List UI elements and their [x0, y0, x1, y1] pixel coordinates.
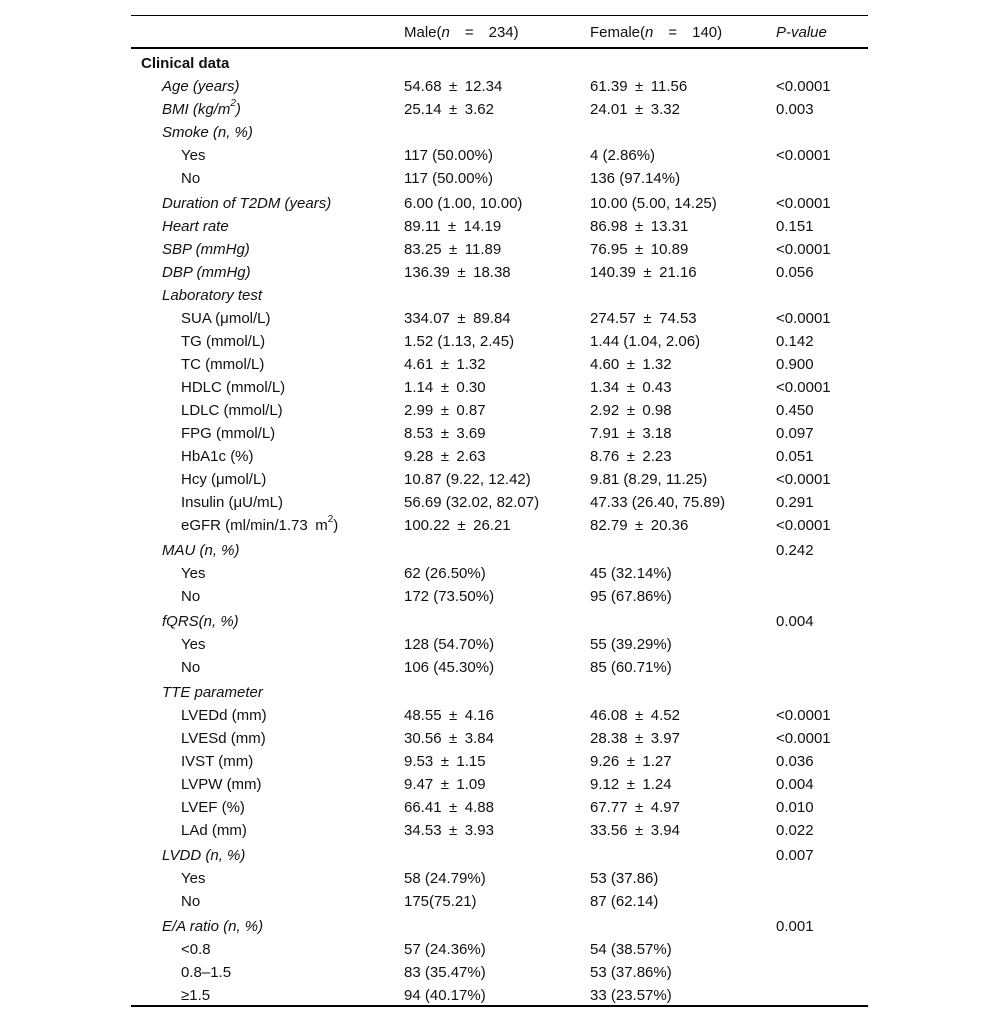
row-label: <0.8: [181, 941, 211, 958]
row-label: LVEF (%): [181, 799, 245, 816]
female-value: 136 (97.14%): [590, 170, 681, 187]
table-row: [131, 817, 868, 840]
female-value: 1.44 (1.04, 2.06): [590, 333, 701, 350]
table-row: [131, 328, 868, 351]
header-female: Female(n = 140): [590, 24, 723, 41]
p-value: 0.291: [776, 494, 814, 511]
row-label: LVEDd (mm): [181, 707, 267, 724]
male-value: 66.41 ± 4.88: [404, 799, 494, 816]
p-value: 0.036: [776, 753, 814, 770]
table-row: [131, 631, 868, 654]
female-value: 8.76 ± 2.23: [590, 448, 672, 465]
p-value: <0.0001: [776, 707, 831, 724]
table-row: [131, 583, 868, 606]
p-value: <0.0001: [776, 517, 831, 534]
table-row: [131, 865, 868, 888]
female-value: 55 (39.29%): [590, 636, 672, 653]
data-table: [131, 15, 868, 1007]
p-value: 0.051: [776, 448, 814, 465]
male-value: 48.55 ± 4.16: [404, 707, 494, 724]
table-row: [131, 188, 868, 213]
row-label: MAU (n, %): [162, 542, 240, 559]
table-row: [131, 73, 868, 96]
row-label: LDLC (mmol/L): [181, 402, 283, 419]
female-value: 2.92 ± 0.98: [590, 402, 672, 419]
male-value: 128 (54.70%): [404, 636, 495, 653]
row-label: TC (mmol/L): [181, 356, 265, 373]
p-value: 0.450: [776, 402, 814, 419]
group-row: [131, 840, 868, 865]
table-row: [131, 512, 868, 535]
table-row: [131, 771, 868, 794]
row-label: Insulin (μU/mL): [181, 494, 283, 511]
male-value: 58 (24.79%): [404, 870, 486, 887]
row-label: TTE parameter: [162, 684, 263, 701]
p-value: 0.004: [776, 613, 814, 630]
male-value: 4.61 ± 1.32: [404, 356, 486, 373]
female-value: 9.81 (8.29, 11.25): [590, 471, 708, 488]
row-label: Yes: [181, 636, 206, 653]
group-row: [131, 677, 868, 702]
group-row: [131, 119, 868, 142]
bottom-rule: [131, 1005, 868, 1007]
female-value: 24.01 ± 3.32: [590, 101, 680, 118]
male-value: 1.52 (1.13, 2.45): [404, 333, 515, 350]
table-row: [131, 748, 868, 771]
p-value: <0.0001: [776, 310, 831, 327]
table-row: [131, 560, 868, 583]
p-value: <0.0001: [776, 195, 831, 212]
row-label: DBP (mmHg): [162, 264, 251, 281]
row-label: Yes: [181, 870, 206, 887]
female-value: 274.57 ± 74.53: [590, 310, 697, 327]
male-value: 94 (40.17%): [404, 987, 486, 1004]
female-value: 4.60 ± 1.32: [590, 356, 672, 373]
row-label: E/A ratio (n, %): [162, 918, 264, 935]
row-label: SBP (mmHg): [162, 241, 250, 258]
row-label: HbA1c (%): [181, 448, 254, 465]
label-superscript: 2: [230, 98, 236, 109]
p-value: 0.056: [776, 264, 814, 281]
male-value: 136.39 ± 18.38: [404, 264, 511, 281]
row-label: ≥1.5: [181, 987, 211, 1004]
male-value: 34.53 ± 3.93: [404, 822, 494, 839]
female-value: 7.91 ± 3.18: [590, 425, 672, 442]
female-value: 46.08 ± 4.52: [590, 707, 680, 724]
p-value: 0.097: [776, 425, 814, 442]
table-row: [131, 351, 868, 374]
male-value: 100.22 ± 26.21: [404, 517, 511, 534]
row-label: Yes: [181, 147, 206, 164]
table-row: [131, 702, 868, 725]
label-suffix: ): [235, 101, 241, 118]
table-row: [131, 259, 868, 282]
row-label: SUA (μmol/L): [181, 310, 271, 327]
female-value: 85 (60.71%): [590, 659, 672, 676]
p-value: 0.022: [776, 822, 814, 839]
female-value: 1.34 ± 0.43: [590, 379, 672, 396]
row-label: eGFR (ml/min/1.73 m: [181, 517, 328, 534]
female-value: 10.00 (5.00, 14.25): [590, 195, 717, 212]
female-value: 53 (37.86%): [590, 964, 672, 981]
male-value: 175(75.21): [404, 893, 477, 910]
row-label: Yes: [181, 565, 206, 582]
female-value: 9.26 ± 1.27: [590, 753, 672, 770]
row-label: LVPW (mm): [181, 776, 262, 793]
male-value: 9.53 ± 1.15: [404, 753, 486, 770]
header-row: [131, 16, 868, 47]
male-value: 334.07 ± 89.84: [404, 310, 511, 327]
row-label: No: [181, 893, 201, 910]
p-value: 0.001: [776, 918, 814, 935]
table-row: [131, 982, 868, 1005]
female-value: 54 (38.57%): [590, 941, 672, 958]
male-value: 83.25 ± 11.89: [404, 241, 502, 258]
table-row: [131, 420, 868, 443]
female-value: 87 (62.14): [590, 893, 659, 910]
table-row: [131, 374, 868, 397]
row-label: LVESd (mm): [181, 730, 266, 747]
table-row: [131, 725, 868, 748]
row-label: TG (mmol/L): [181, 333, 266, 350]
table-row: [131, 142, 868, 165]
female-value: 140.39 ± 21.16: [590, 264, 697, 281]
row-label: Duration of T2DM (years): [162, 195, 332, 212]
male-value: 2.99 ± 0.87: [404, 402, 486, 419]
table-body: [131, 49, 868, 1005]
p-value: 0.900: [776, 356, 814, 373]
group-row: [131, 911, 868, 936]
male-value: 62 (26.50%): [404, 565, 486, 582]
row-label: LVDD (n, %): [162, 847, 246, 864]
male-value: 1.14 ± 0.30: [404, 379, 486, 396]
row-label: BMI (kg/m: [162, 101, 231, 118]
table-row: [131, 959, 868, 982]
section-row: [131, 49, 868, 73]
female-value: 47.33 (26.40, 75.89): [590, 494, 726, 511]
row-label: Hcy (μmol/L): [181, 471, 267, 488]
row-label: IVST (mm): [181, 753, 254, 770]
table-row: [131, 936, 868, 959]
female-value: 33 (23.57%): [590, 987, 672, 1004]
row-label: No: [181, 170, 201, 187]
male-value: 89.11 ± 14.19: [404, 218, 502, 235]
row-label: No: [181, 659, 201, 676]
male-value: 10.87 (9.22, 12.42): [404, 471, 531, 488]
female-value: 4 (2.86%): [590, 147, 656, 164]
p-value: <0.0001: [776, 147, 831, 164]
row-label: No: [181, 588, 201, 605]
p-value: <0.0001: [776, 78, 831, 95]
male-value: 106 (45.30%): [404, 659, 495, 676]
label-superscript: 2: [327, 514, 334, 525]
row-label: Age (years): [162, 78, 240, 95]
male-value: 117 (50.00%): [404, 147, 493, 164]
male-value: 117 (50.00%): [404, 170, 493, 187]
table-row: [131, 888, 868, 911]
header-p-value: P-value: [776, 24, 827, 41]
group-row: [131, 606, 868, 631]
female-value: 45 (32.14%): [590, 565, 672, 582]
table-row: [131, 305, 868, 328]
male-value: 30.56 ± 3.84: [404, 730, 494, 747]
row-label: HDLC (mmol/L): [181, 379, 286, 396]
male-value: 6.00 (1.00, 10.00): [404, 195, 523, 212]
p-value: <0.0001: [776, 379, 831, 396]
table-row: [131, 443, 868, 466]
female-value: 28.38 ± 3.97: [590, 730, 680, 747]
male-value: 9.28 ± 2.63: [404, 448, 486, 465]
row-label: Laboratory test: [162, 287, 263, 304]
table-row: [131, 489, 868, 512]
table-row: [131, 213, 868, 236]
p-value: 0.007: [776, 847, 814, 864]
female-value: 9.12 ± 1.24: [590, 776, 672, 793]
female-value: 61.39 ± 11.56: [590, 78, 688, 95]
table-row: [131, 165, 868, 188]
row-label-wrap: [181, 514, 339, 534]
p-value: 0.004: [776, 776, 814, 793]
male-value: 83 (35.47%): [404, 964, 486, 981]
male-value: 25.14 ± 3.62: [404, 101, 494, 118]
p-value: 0.242: [776, 542, 814, 559]
p-value: <0.0001: [776, 730, 831, 747]
p-value: 0.142: [776, 333, 814, 350]
female-value: 76.95 ± 10.89: [590, 241, 689, 258]
male-value: 57 (24.36%): [404, 941, 486, 958]
p-value: 0.151: [776, 218, 814, 235]
table-row: [131, 794, 868, 817]
male-value: 56.69 (32.02, 82.07): [404, 494, 540, 511]
female-value: 86.98 ± 13.31: [590, 218, 689, 235]
group-row: [131, 282, 868, 305]
female-value: 82.79 ± 20.36: [590, 517, 689, 534]
p-value: 0.003: [776, 101, 814, 118]
female-value: 53 (37.86): [590, 870, 659, 887]
row-label: Heart rate: [162, 218, 229, 235]
p-value: <0.0001: [776, 241, 831, 258]
male-value: 54.68 ± 12.34: [404, 78, 503, 95]
row-label: FPG (mmol/L): [181, 425, 276, 442]
female-value: 95 (67.86%): [590, 588, 672, 605]
male-value: 8.53 ± 3.69: [404, 425, 486, 442]
row-label: 0.8–1.5: [181, 964, 232, 981]
row-label-wrap: [162, 98, 241, 118]
male-value: 9.47 ± 1.09: [404, 776, 486, 793]
row-label: LAd (mm): [181, 822, 247, 839]
row-label: Clinical data: [141, 55, 230, 72]
table-row: [131, 397, 868, 420]
table-row: [131, 96, 868, 119]
table-row: [131, 466, 868, 489]
row-label: Smoke (n, %): [162, 124, 253, 141]
header-male: Male(n = 234): [404, 24, 519, 41]
label-suffix: ): [333, 517, 339, 534]
female-value: 33.56 ± 3.94: [590, 822, 680, 839]
p-value: <0.0001: [776, 471, 831, 488]
table-row: [131, 654, 868, 677]
female-value: 67.77 ± 4.97: [590, 799, 680, 816]
table-row: [131, 236, 868, 259]
row-label: fQRS(n, %): [162, 613, 239, 630]
group-row: [131, 535, 868, 560]
male-value: 172 (73.50%): [404, 588, 495, 605]
p-value: 0.010: [776, 799, 814, 816]
